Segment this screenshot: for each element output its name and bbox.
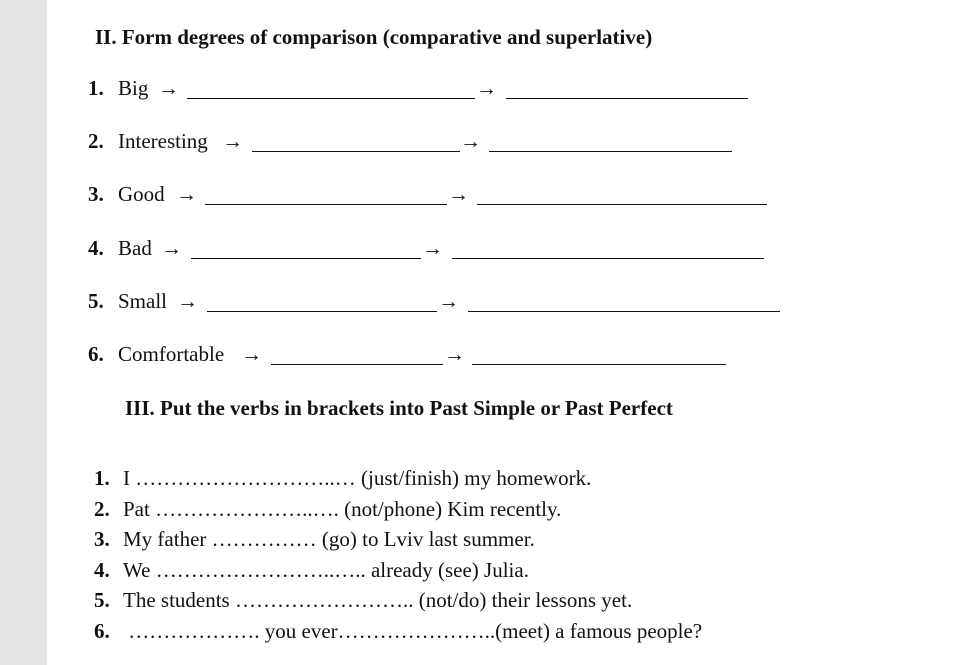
item-number: 1. xyxy=(88,76,104,100)
item-number: 5. xyxy=(88,289,104,313)
item-word: Good xyxy=(118,182,165,206)
item-number: 5. xyxy=(94,588,110,612)
superlative-blank[interactable] xyxy=(472,364,726,365)
superlative-blank[interactable] xyxy=(468,311,780,312)
comparative-blank[interactable] xyxy=(271,364,443,365)
item-number: 6. xyxy=(88,342,104,366)
item-number: 6. xyxy=(94,619,110,643)
arrow-icon: → xyxy=(177,289,198,313)
superlative-blank[interactable] xyxy=(506,98,748,99)
item-word: Big xyxy=(118,76,149,100)
verb-sentence-5 xyxy=(94,588,632,613)
comparison-item-2 xyxy=(88,129,808,155)
arrow-icon: → xyxy=(176,182,197,206)
item-number: 1. xyxy=(94,466,110,490)
verb-sentence-1 xyxy=(94,466,591,491)
verb-sentence-3 xyxy=(94,527,535,552)
comparison-item-1 xyxy=(88,76,808,102)
arrow-icon: → xyxy=(161,236,182,260)
item-word: Bad xyxy=(118,236,152,260)
arrow-icon: → xyxy=(460,129,481,153)
sentence-text: The students …………………….. (not/do) their lessons yet. xyxy=(123,588,633,612)
arrow-icon: → xyxy=(438,289,459,313)
arrow-icon: → xyxy=(448,182,469,206)
comparison-item-3 xyxy=(88,182,828,208)
comparative-blank[interactable] xyxy=(252,151,460,152)
verb-sentence-4 xyxy=(94,558,529,583)
comparison-item-6 xyxy=(88,342,808,368)
item-number: 3. xyxy=(94,527,110,551)
superlative-blank[interactable] xyxy=(477,204,767,205)
left-margin-strip xyxy=(0,0,47,665)
arrow-icon: → xyxy=(422,236,443,260)
arrow-icon: → xyxy=(476,76,497,100)
comparative-blank[interactable] xyxy=(191,258,421,259)
sentence-text: My father …………… (go) to Lviv last summer. xyxy=(123,527,535,551)
sentence-text: I ………………………..… (just/finish) my homework. xyxy=(123,466,592,490)
item-number: 2. xyxy=(88,129,104,153)
arrow-icon: → xyxy=(241,342,262,366)
comparative-blank[interactable] xyxy=(205,204,447,205)
arrow-icon: → xyxy=(158,76,179,100)
verb-sentence-2 xyxy=(94,497,561,522)
comparison-item-4 xyxy=(88,236,828,262)
comparative-blank[interactable] xyxy=(187,98,475,99)
worksheet-page xyxy=(47,0,972,665)
item-number: 3. xyxy=(88,182,104,206)
superlative-blank[interactable] xyxy=(452,258,764,259)
item-word: Interesting xyxy=(118,129,208,153)
sentence-text: Pat …………………..…. (not/phone) Kim recently. xyxy=(123,497,562,521)
item-word: Small xyxy=(118,289,168,313)
arrow-icon: → xyxy=(444,342,465,366)
comparative-blank[interactable] xyxy=(207,311,437,312)
sentence-text: We ……………………..….. already (see) Julia. xyxy=(123,558,529,582)
item-number: 4. xyxy=(88,236,104,260)
arrow-icon: → xyxy=(222,129,243,153)
item-word: Comfortable xyxy=(118,342,225,366)
section-3-title: III. Put the verbs in brackets into Past Simple or Past Perfect xyxy=(125,396,673,420)
verb-sentence-6 xyxy=(94,619,702,644)
sentence-text: ………………. you ever…………………..(meet) a famous people? xyxy=(123,619,703,643)
section-2-title: II. Form degrees of comparison (comparative and superlative) xyxy=(95,25,653,49)
comparison-item-5 xyxy=(88,289,848,315)
item-number: 4. xyxy=(94,558,110,582)
superlative-blank[interactable] xyxy=(489,151,732,152)
item-number: 2. xyxy=(94,497,110,521)
